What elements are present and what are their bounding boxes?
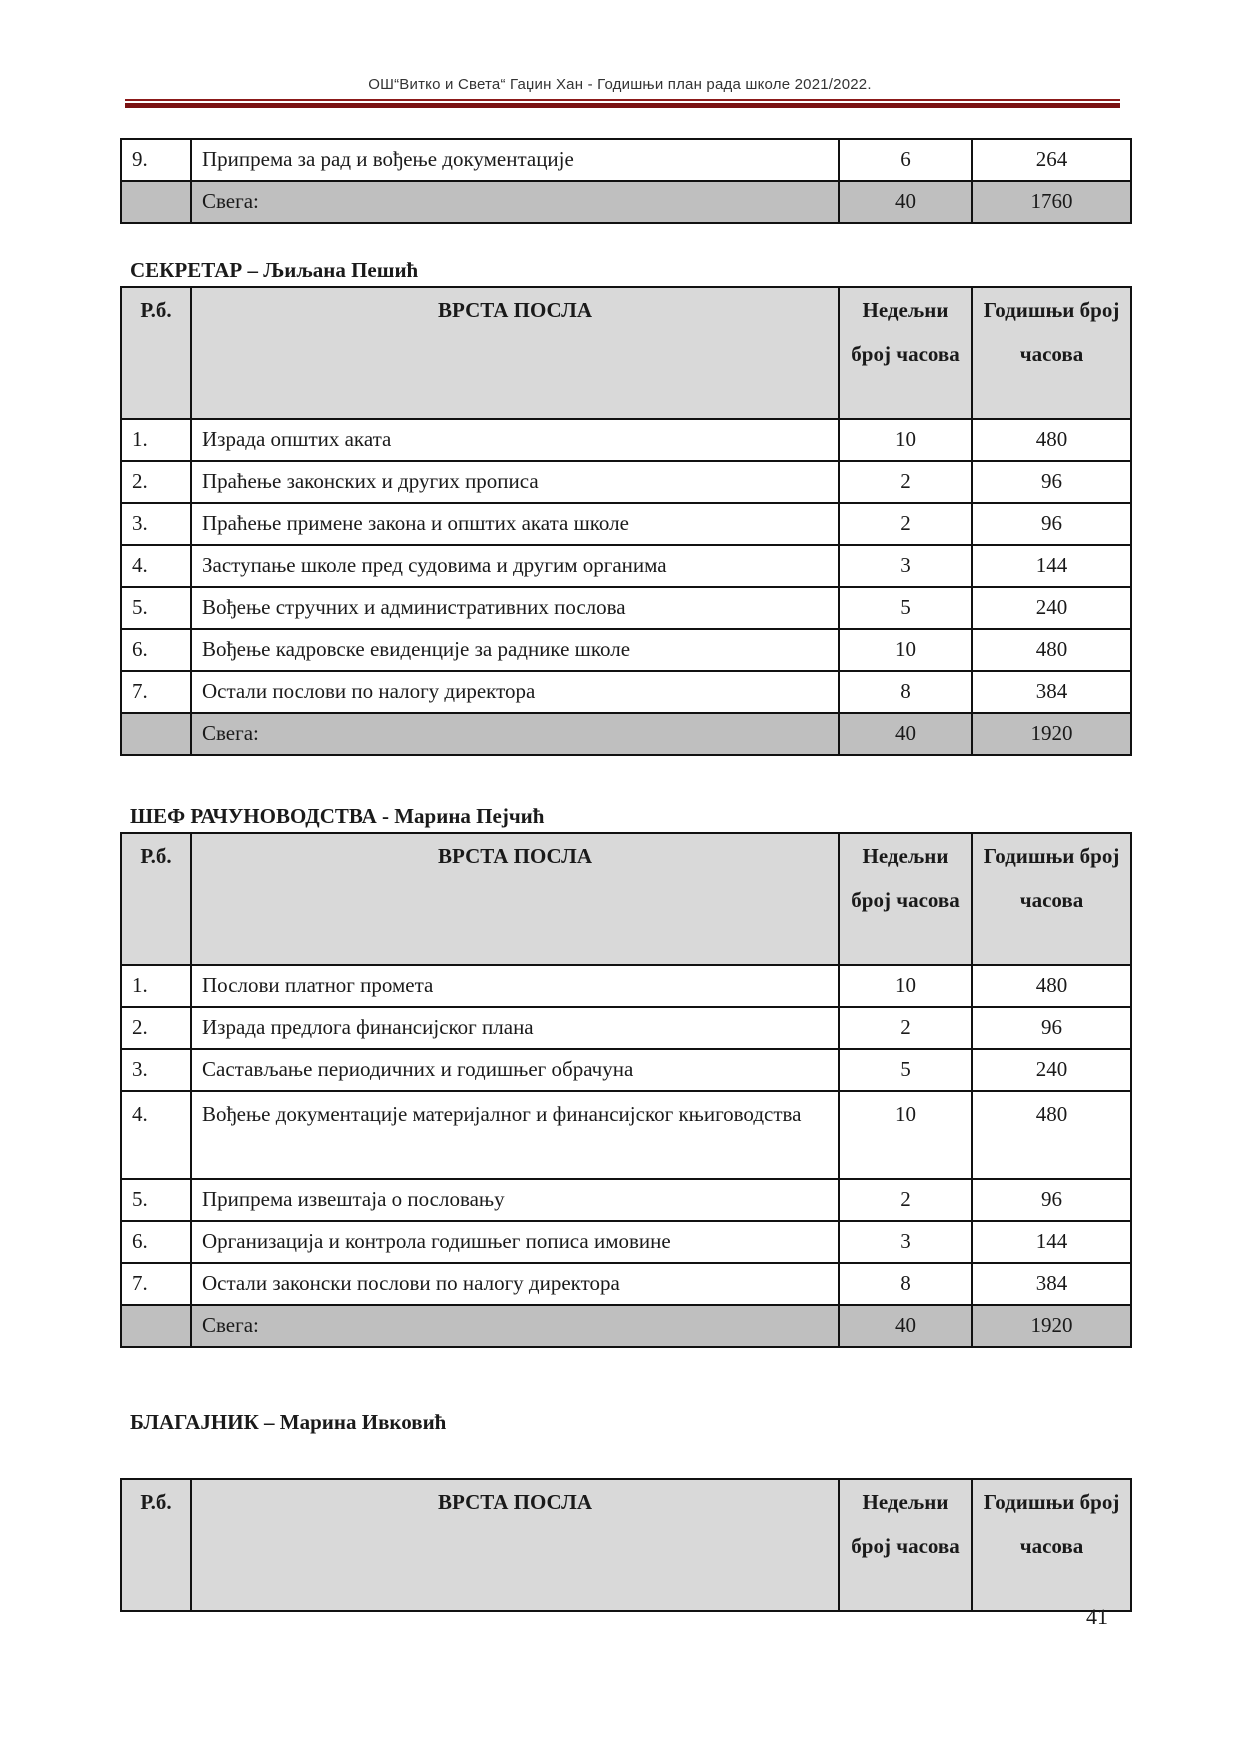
weekly-hours-cell: 3 <box>839 545 972 587</box>
table-header-row <box>121 1479 1131 1611</box>
total-yearly: 1760 <box>972 181 1131 223</box>
row-number: 4. <box>121 1091 191 1179</box>
yearly-hours-cell: 96 <box>972 1007 1131 1049</box>
table-row <box>121 587 1131 629</box>
header-yearly: Годишњи број часова <box>972 1479 1131 1611</box>
secretary-table <box>120 286 1132 756</box>
row-number: 3. <box>121 503 191 545</box>
weekly-hours-cell: 8 <box>839 1263 972 1305</box>
row-number: 2. <box>121 1007 191 1049</box>
secretary-title: СЕКРЕТАР – Љиљана Пешић <box>130 258 419 282</box>
header-weekly: Недељни број часова <box>839 833 972 965</box>
task-cell: Вођење документације материјалног и финансијског књиговодства <box>191 1091 839 1179</box>
weekly-hours-cell: 2 <box>839 1179 972 1221</box>
yearly-hours-cell: 96 <box>972 1179 1131 1221</box>
row-number: 5. <box>121 587 191 629</box>
yearly-hours-cell: 96 <box>972 503 1131 545</box>
weekly-hours-cell: 5 <box>839 587 972 629</box>
table-header-row <box>121 287 1131 419</box>
weekly-hours-cell: 2 <box>839 461 972 503</box>
header-task: ВРСТА ПОСЛА <box>191 1479 839 1611</box>
table-row <box>121 671 1131 713</box>
yearly-hours-cell: 96 <box>972 461 1131 503</box>
weekly-hours-cell: 5 <box>839 1049 972 1091</box>
table-row <box>121 545 1131 587</box>
cashier-title: БЛАГАЈНИК – Марина Ивковић <box>130 1410 447 1434</box>
table-row <box>121 139 1131 181</box>
row-number: 4. <box>121 545 191 587</box>
total-label: Свега: <box>191 1305 839 1347</box>
task-cell: Припрема извештаја о пословању <box>191 1179 839 1221</box>
total-weekly: 40 <box>839 1305 972 1347</box>
header-rule-thin <box>125 99 1120 101</box>
task-cell: Послови платног промета <box>191 965 839 1007</box>
header-task: ВРСТА ПОСЛА <box>191 833 839 965</box>
table-row <box>121 1179 1131 1221</box>
running-header: ОШ“Витко и Света“ Гаџин Хан - Годишњи план рада школе 2021/2022. <box>368 76 872 93</box>
table-row <box>121 965 1131 1007</box>
total-yearly: 1920 <box>972 713 1131 755</box>
row-number: 2. <box>121 461 191 503</box>
task-cell: Састављање периодичних и годишњег обрачуна <box>191 1049 839 1091</box>
table-row <box>121 1049 1131 1091</box>
table-row <box>121 1007 1131 1049</box>
weekly-hours-cell: 10 <box>839 419 972 461</box>
task-cell: Праћење законских и других прописа <box>191 461 839 503</box>
task-cell: Вођење кадровске евиденције за раднике школе <box>191 629 839 671</box>
total-yearly: 1920 <box>972 1305 1131 1347</box>
total-row <box>121 713 1131 755</box>
row-number: 3. <box>121 1049 191 1091</box>
total-weekly: 40 <box>839 181 972 223</box>
yearly-hours-cell: 240 <box>972 587 1131 629</box>
yearly-hours-cell: 264 <box>972 139 1131 181</box>
weekly-hours-cell: 6 <box>839 139 972 181</box>
page-number: 41 <box>1086 1604 1108 1629</box>
total-label: Свега: <box>191 181 839 223</box>
row-number: 6. <box>121 629 191 671</box>
total-row <box>121 1305 1131 1347</box>
weekly-hours-cell: 2 <box>839 503 972 545</box>
header-weekly: Недељни број часова <box>839 287 972 419</box>
table-row <box>121 461 1131 503</box>
yearly-hours-cell: 240 <box>972 1049 1131 1091</box>
weekly-hours-cell: 10 <box>839 629 972 671</box>
task-cell: Остали законски послови по налогу директора <box>191 1263 839 1305</box>
row-number <box>121 181 191 223</box>
header-rule-thick <box>125 103 1120 108</box>
header-yearly: Годишњи број часова <box>972 287 1131 419</box>
header-rb: Р.б. <box>121 833 191 965</box>
task-cell: Вођење стручних и административних послова <box>191 587 839 629</box>
task-cell: Израда општих аката <box>191 419 839 461</box>
continuation-table <box>120 138 1132 224</box>
yearly-hours-cell: 480 <box>972 419 1131 461</box>
row-number: 7. <box>121 1263 191 1305</box>
yearly-hours-cell: 480 <box>972 1091 1131 1179</box>
header-yearly: Годишњи број часова <box>972 833 1131 965</box>
yearly-hours-cell: 144 <box>972 1221 1131 1263</box>
total-weekly: 40 <box>839 713 972 755</box>
table-row <box>121 503 1131 545</box>
row-number <box>121 713 191 755</box>
task-cell: Израда предлога финансијског плана <box>191 1007 839 1049</box>
weekly-hours-cell: 3 <box>839 1221 972 1263</box>
table-row <box>121 1091 1131 1179</box>
yearly-hours-cell: 144 <box>972 545 1131 587</box>
row-number: 1. <box>121 965 191 1007</box>
table-row <box>121 1221 1131 1263</box>
table-row <box>121 1263 1131 1305</box>
header-task: ВРСТА ПОСЛА <box>191 287 839 419</box>
header-rb: Р.б. <box>121 287 191 419</box>
row-number <box>121 1305 191 1347</box>
task-cell: Остали послови по налогу директора <box>191 671 839 713</box>
weekly-hours-cell: 10 <box>839 965 972 1007</box>
yearly-hours-cell: 384 <box>972 1263 1131 1305</box>
row-number: 1. <box>121 419 191 461</box>
total-label: Свега: <box>191 713 839 755</box>
table-header-row <box>121 833 1131 965</box>
accounting-table <box>120 832 1132 1348</box>
task-cell: Заступање школе пред судовима и другим органима <box>191 545 839 587</box>
task-cell: Праћење примене закона и општих аката школе <box>191 503 839 545</box>
row-number: 5. <box>121 1179 191 1221</box>
yearly-hours-cell: 480 <box>972 629 1131 671</box>
row-number: 7. <box>121 671 191 713</box>
total-row <box>121 181 1131 223</box>
yearly-hours-cell: 480 <box>972 965 1131 1007</box>
table-row <box>121 419 1131 461</box>
weekly-hours-cell: 2 <box>839 1007 972 1049</box>
weekly-hours-cell: 8 <box>839 671 972 713</box>
header-rb: Р.б. <box>121 1479 191 1611</box>
yearly-hours-cell: 384 <box>972 671 1131 713</box>
accounting-title: ШЕФ РАЧУНОВОДСТВА - Марина Пејчић <box>130 804 545 828</box>
table-row <box>121 629 1131 671</box>
task-cell: Припрема за рад и вођење документације <box>191 139 839 181</box>
header-weekly: Недељни број часова <box>839 1479 972 1611</box>
row-number: 9. <box>121 139 191 181</box>
task-cell: Организација и контрола годишњег пописа имовине <box>191 1221 839 1263</box>
weekly-hours-cell: 10 <box>839 1091 972 1179</box>
row-number: 6. <box>121 1221 191 1263</box>
cashier-table <box>120 1478 1132 1612</box>
